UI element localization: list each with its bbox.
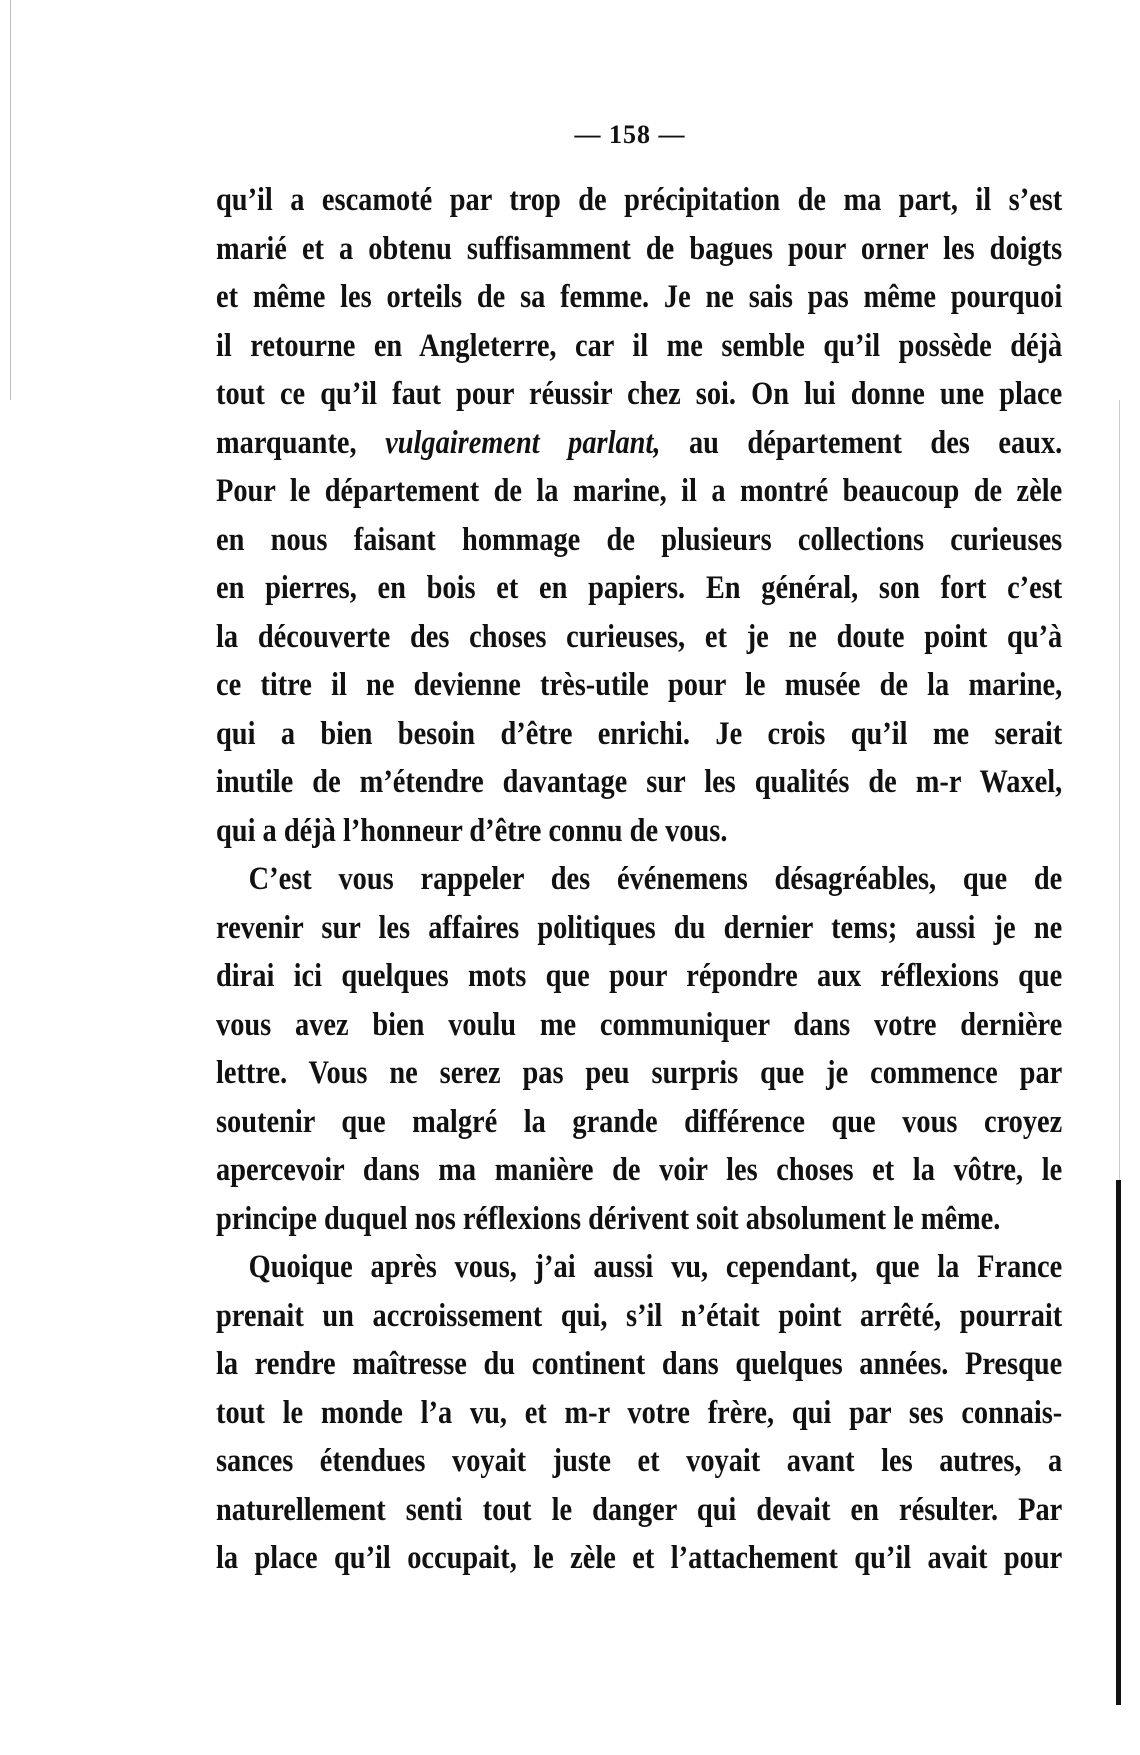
text-line: [216, 419, 1062, 468]
text-line: dirai ici quelques mots que pour répondre aux réflexions que: [216, 958, 1063, 994]
text-span: au département des eaux.: [660, 424, 1063, 461]
binding-edge: [10, 0, 11, 400]
text-line: tout le monde l’a vu, et m-r votre frère, qui par ses connais-: [216, 1394, 1063, 1431]
text-line: prenait un accroissement qui, s’il n’était point arrêté, pourrait: [216, 1297, 1063, 1334]
text-line: en nous faisant hommage de plusieurs collections curieuses: [216, 521, 1063, 558]
page-number: — 158 —: [574, 120, 686, 149]
text-line: principe duquel nos réflexions dérivent soit absolument le même.: [216, 1200, 1001, 1237]
scan-edge-thin: [1119, 400, 1120, 1180]
text-line: Pour le département de la marine, il a montré beaucoup de zèle: [216, 473, 1063, 509]
text-line: tout ce qu’il faut pour réussir chez soi. On lui donne une place: [216, 376, 1063, 412]
text-line: la place qu’il occupait, le zèle et l’attachement qu’il avait pour: [216, 1540, 1063, 1576]
text-line: Quoique après vous, j’ai aussi vu, cependant, que la France: [248, 1249, 1063, 1285]
scan-edge: [1116, 1180, 1121, 1705]
text-line: vous avez bien voulu me communiquer dans votre dernière: [216, 1006, 1063, 1043]
text-line: ce titre il ne devienne très-utile pour le musée de la marine,: [216, 667, 1063, 703]
text-line: il retourne en Angleterre, car il me semble qu’il possède déjà: [216, 327, 1063, 364]
text-span: marquante,: [216, 424, 386, 461]
text-line: C’est vous rappeler des événemens désagréables, que de: [248, 861, 1063, 897]
text-line: et même les orteils de sa femme. Je ne sais pas même pourquoi: [216, 279, 1063, 315]
italic-phrase: vulgairement parlant,: [385, 424, 661, 461]
text-line: sances étendues voyait juste et voyait avant les autres, a: [216, 1443, 1063, 1479]
text-line: la découverte des choses curieuses, et je ne doute point qu’à: [216, 618, 1063, 655]
text-line: lettre. Vous ne serez pas peu surpris que je commence par: [216, 1055, 1063, 1091]
text-line: la rendre maîtresse du continent dans quelques années. Presque: [216, 1346, 1063, 1382]
text-line: revenir sur les affaires politiques du dernier tems; aussi je ne: [216, 909, 1063, 946]
text-line: qu’il a escamoté par trop de précipitation de ma part, il s’est: [216, 182, 1063, 218]
text-line: marié et a obtenu suffisamment de bagues pour orner les doigts: [216, 230, 1063, 267]
text-line: inutile de m’étendre davantage sur les qualités de m-r Waxel,: [216, 764, 1063, 800]
body-text: [216, 176, 1062, 1583]
text-line: qui a bien besoin d’être enrichi. Je crois qu’il me serait: [216, 715, 1063, 752]
text-line: qui a déjà l’honneur d’être connu de vous.: [216, 812, 728, 849]
text-line: en pierres, en bois et en papiers. En général, son fort c’est: [216, 570, 1063, 606]
text-line: soutenir que malgré la grande différence que vous croyez: [216, 1103, 1063, 1140]
text-line: naturellement senti tout le danger qui devait en résulter. Par: [216, 1491, 1063, 1528]
text-line: apercevoir dans ma manière de voir les choses et la vôtre, le: [216, 1152, 1063, 1188]
